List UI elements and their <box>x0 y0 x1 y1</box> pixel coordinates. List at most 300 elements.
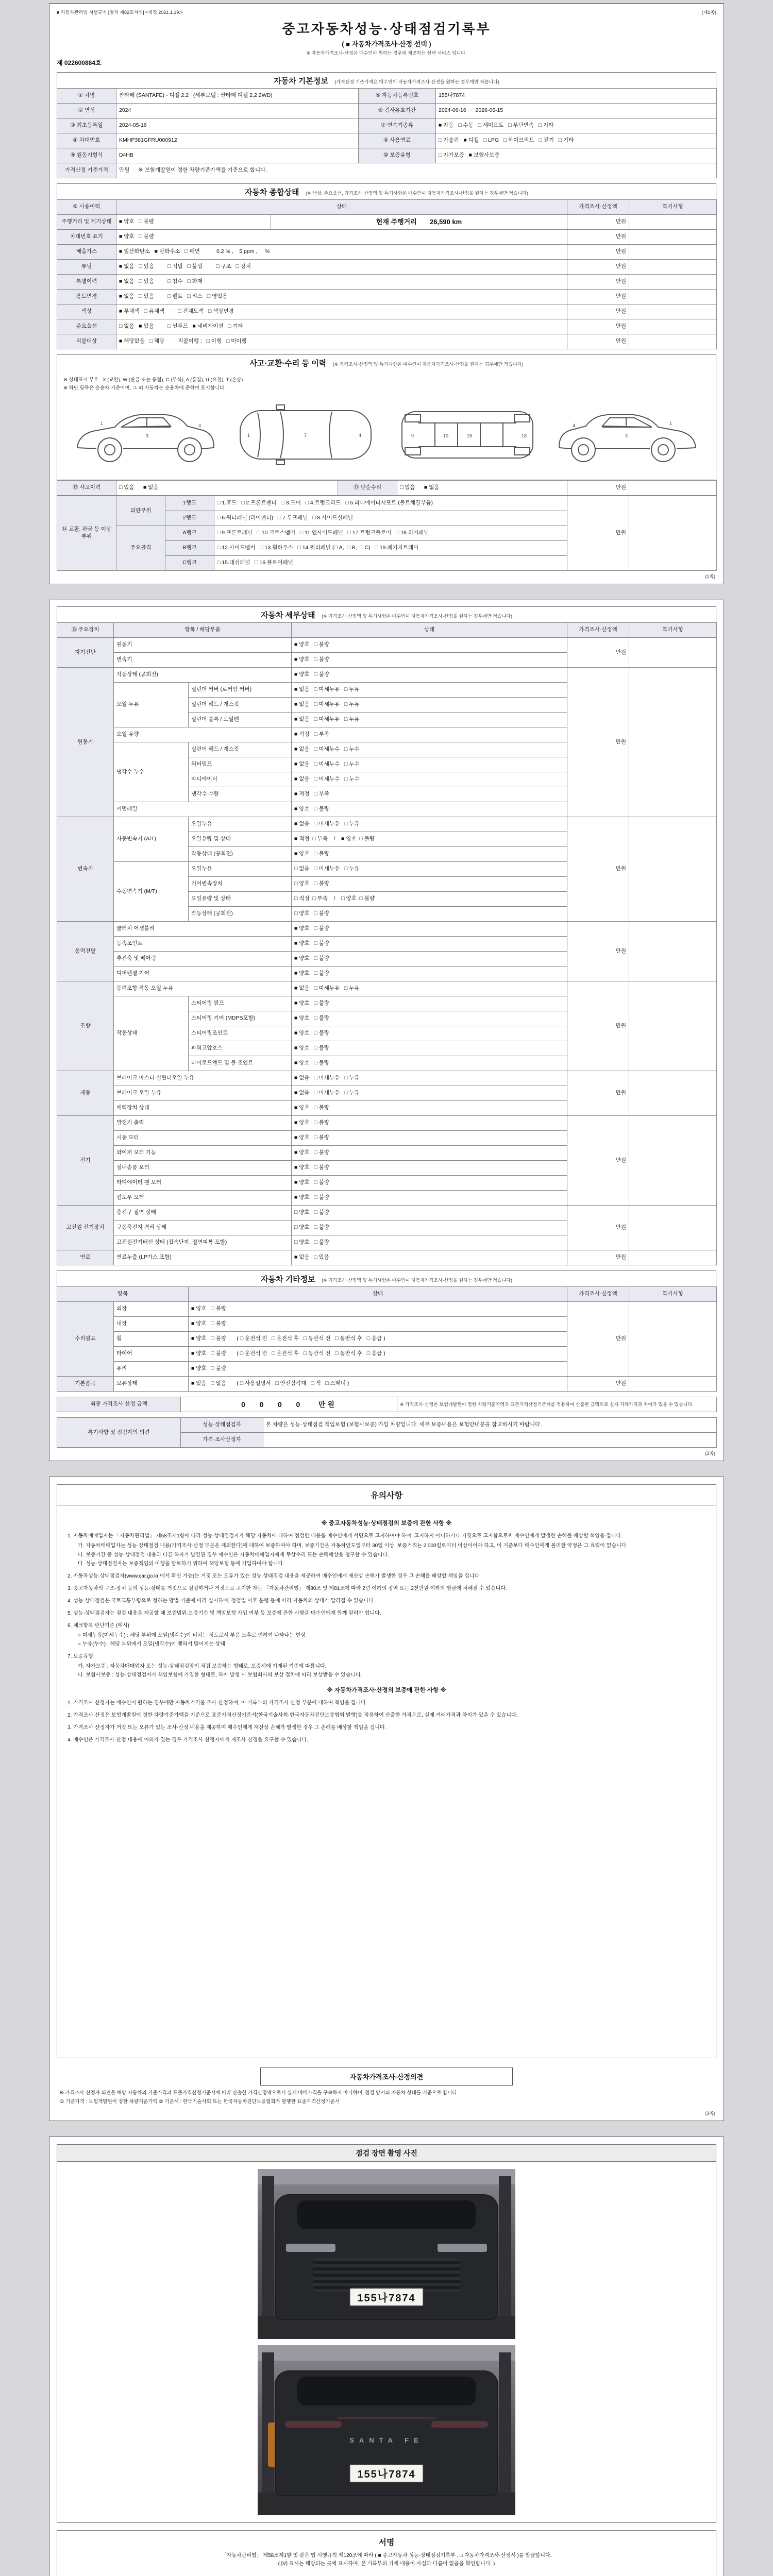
notice-line: 4. 성능·상태점검은 국토교통부령으로 정하는 방법·기준에 따라 실시하며, 점검일 이후 운행 등에 따라 자동차의 상태가 달라질 수 있습니다. <box>68 1598 375 1604</box>
label-cell: 외판부위 <box>116 496 165 526</box>
value-cell: ■ 양호 □ 불량 <box>292 1116 567 1131</box>
value-cell <box>629 260 717 275</box>
value-cell: ■ 양호 □ 불량 <box>292 1191 567 1206</box>
basic-info-note: (가격산정 기준가격은 매수인이 자동차가격조사·산정을 원하는 경우에만 적습니다) <box>334 79 499 84</box>
rear-light-bar <box>338 2417 435 2419</box>
value-cell: 만원 <box>567 817 629 922</box>
value-cell: ■ 양호 □ 불량 <box>292 922 567 937</box>
value-cell <box>629 230 717 245</box>
label-cell: ⑫ 사고이력 <box>57 481 116 496</box>
spacer <box>57 1412 716 1417</box>
value-cell: ■ 양호 □ 불량 <box>292 1161 567 1176</box>
label-cell: B랭크 <box>165 541 214 556</box>
value-cell: 오일 누유 <box>114 683 189 727</box>
value-cell: ■ 적정 □ 부족 <box>292 727 567 742</box>
value-cell: ■ 양호 □ 불량 <box>292 1146 567 1161</box>
label-cell: ⑨ 사용이력 <box>57 200 116 215</box>
value-cell: 라디에이터 팬 모터 <box>114 1176 292 1191</box>
license-plate-rear: 155나7874 <box>349 2464 424 2483</box>
svg-text:16: 16 <box>466 433 472 438</box>
value-cell: 내장 <box>114 1317 189 1332</box>
value-cell: 만원 <box>567 260 629 275</box>
label-cell: 연료 <box>57 1250 114 1265</box>
value-cell: 시동 모터 <box>114 1131 292 1146</box>
label-cell: 특기사항 <box>629 1287 717 1302</box>
value-cell: 만원 <box>567 290 629 304</box>
value-cell: 만원 <box>567 1377 629 1392</box>
value-cell: ■ 없음 □ 미세누유 □ 누유 <box>292 981 567 996</box>
label-cell: 가격조사·산정액 <box>567 200 629 215</box>
label-cell: ⑤ 자동차등록번호 <box>359 89 436 104</box>
svg-text:4: 4 <box>198 423 201 428</box>
label-cell: 성능·상태점검자 <box>181 1418 263 1433</box>
value-cell: □ 양호 □ 불량 <box>292 1206 567 1221</box>
value-cell: 외장 <box>114 1302 189 1317</box>
value-cell: 실린더 헤드 / 개스킷 <box>189 698 292 713</box>
value-cell <box>629 1206 717 1250</box>
document-number: 제 022600884호 <box>57 59 102 66</box>
value-cell: 브레이크 오일 누유 <box>114 1086 292 1101</box>
label-cell: 1랭크 <box>165 496 214 511</box>
document-title: 중고자동차성능·상태점검기록부 <box>282 21 491 37</box>
value-cell: 디퍼렌셜 기어 <box>114 967 292 981</box>
notice-line: 7. 보증유형 <box>68 1653 93 1659</box>
value-cell: ■ 양호 □ 불량 <box>292 937 567 952</box>
value-cell: 오일누유 <box>189 862 292 877</box>
value-cell: 고전원전기배선 상태 (접속단자, 절연피복 포함) <box>114 1235 292 1250</box>
car-diagram-top-icon <box>231 396 380 473</box>
label-cell: ② 연식 <box>57 104 116 118</box>
value-cell: ■ 양호 □ 불량 <box>189 1317 567 1332</box>
value-cell <box>629 638 717 668</box>
value-cell: 만원 <box>567 981 629 1071</box>
value-cell: 만원 ※ 보험개발원이 정한 차량기준가액을 기준으로 합니다. <box>116 163 717 178</box>
value-cell: □ 적정 □ 부족 / □ 양호 □ 불량 <box>292 892 567 907</box>
label-cell: ① 차명 <box>57 89 116 104</box>
value-cell: 실린더 커버 (로커암 커버) <box>189 683 292 698</box>
value-cell: 윈도우 모터 <box>114 1191 292 1206</box>
value-cell: 작동상태 (공회전) <box>189 847 292 862</box>
notice-body <box>57 1505 716 2058</box>
headlight-left <box>286 2244 335 2252</box>
label-cell: ⑮ 주요장치 <box>57 623 114 638</box>
value-cell: 라디에이터 <box>189 772 292 787</box>
sheet-3 <box>49 1477 724 2121</box>
inspection-photos-box <box>57 2144 716 2523</box>
label-cell: 가격조사·산정액 <box>567 623 629 638</box>
form-reference-row <box>57 9 716 15</box>
value-cell: 만원 <box>567 638 629 668</box>
value-cell: 만원 <box>567 1250 629 1265</box>
value-cell: □ 1.후드 □ 2.프론트펜더 □ 3.도어 □ 4.트렁크리드 □ 5.라디에이터서포트 (볼트체결부품) <box>214 496 567 511</box>
value-cell: ※ 가격조사·산정은 보험개발원이 정한 차량기준가액과 표준가격산정기준서를 적용하여 산출한 금액으로 실제 거래가격과 차이가 있을 수 있습니다. <box>397 1397 717 1412</box>
value-cell: ■ 양호 □ 불량 <box>292 653 567 668</box>
status-code-legend: ※ 상태표시 부호 : X (교환), W (판금 또는 용접), C (부식), A (흠집), U (요철), T (손상) <box>63 377 243 383</box>
value-cell: ■ 양호 □ 불량 <box>292 1056 567 1071</box>
overall-section-bar <box>57 183 716 199</box>
page-mark-1: (1쪽) <box>705 574 715 579</box>
inspection-photo-front <box>258 2169 515 2339</box>
value-cell: 만원 <box>567 922 629 981</box>
value-cell: 클러치 어셈블리 <box>114 922 292 937</box>
detail-note: (※ 가격조사·산정액 및 특기사항은 매수인이 자동차가격조사·산정을 원하는 경우에만 적습니다) <box>322 614 512 619</box>
label-cell: 특기사항 <box>629 623 717 638</box>
value-cell: 만원 <box>567 481 629 496</box>
value-cell: □ 양호 □ 불량 <box>292 1221 567 1235</box>
value-cell: 만원 <box>567 1116 629 1206</box>
notice-line: 2. 자동차성능·상태점검자(www.car.go.kr 에서 확인 가능)는 거짓 또는 오류가 있는 성능·상태점검 내용을 제공하여 매수인에게 재산상 손해가 발생한 경우 그 손해를 배상할 책임을 집니다. <box>68 1573 481 1579</box>
value-cell: ■ 양호 □ 불량 <box>189 1302 567 1317</box>
value-cell: 충전구 절연 상태 <box>114 1206 292 1221</box>
label-cell: ⑩ 보증유형 <box>359 148 436 163</box>
value-cell: ■ 없음 □ 미세누유 □ 누유 <box>292 817 567 832</box>
value-cell: 수동변속기 (M/T) <box>114 862 189 922</box>
spacer <box>57 1392 716 1397</box>
value-cell: 연료누출 (LP가스 포함) <box>114 1250 292 1265</box>
svg-text:4: 4 <box>573 423 576 428</box>
signature-line-2: ( [V] 표시는 해당되는 곳에 표시하며, 본 기록부의 기재 내용이 사실과 다름이 없음을 확인합니다. ) <box>278 2561 495 2567</box>
value-cell: 자동변속기 (A/T) <box>114 817 189 862</box>
label-cell: 최종 가격조사·산정 금액 <box>57 1397 181 1412</box>
value-cell: ■ 양호 □ 불량 <box>292 1041 567 1056</box>
notice-line: 다. 성능·상태점검자는 보증책임의 이행을 담보하기 위하여 책임보험 등에 가입하여야 합니다. <box>78 1561 284 1567</box>
value-cell: D4HB <box>116 148 359 163</box>
value-cell: 오일유량 및 상태 <box>189 832 292 847</box>
value-cell: 커먼레일 <box>114 802 292 817</box>
accident-history-table <box>57 480 717 496</box>
label-cell: 원동기 <box>57 668 114 817</box>
value-cell: 만원 <box>567 230 629 245</box>
value-cell: 만원 <box>567 304 629 319</box>
value-cell: ■ 없음 □ 미세누수 □ 누수 <box>292 742 567 757</box>
notice-line: 가. 자가보증 : 자동차매매업자 또는 성능·상태점검장이 직접 보증하는 형태로, 보증서에 기재된 기준에 따릅니다. <box>78 1663 327 1669</box>
value-cell: ■ 없음 □ 있음 □ 적법 □ 불법 □ 구조 □ 장치 <box>116 260 567 275</box>
label-cell: 제동 <box>57 1071 114 1116</box>
label-cell: ⑧ 사용연료 <box>359 133 436 148</box>
value-cell: 구동축전지 격리 상태 <box>114 1221 292 1235</box>
value-cell: ■ 없음 □ 있음 □ 침수 □ 화재 <box>116 275 567 290</box>
value-cell: 현재 주행거리 26,590 km <box>271 215 567 230</box>
value-cell: 스티어링 기어 (MDPS포함) <box>189 1011 292 1026</box>
label-cell: ⑬ 단순수리 <box>338 481 397 496</box>
value-cell: ■ 양호 □ 불량 <box>292 668 567 683</box>
value-cell: 싼타페 (SANTAFE) - 디젤 2.2 (세부모델 : 싼타페 디젤 2.2 2WD) <box>116 89 359 104</box>
taillight-right <box>431 2421 488 2428</box>
value-cell: 만원 <box>567 1206 629 1250</box>
page-mark-top: (제1쪽) <box>701 10 716 15</box>
notice-line: 1. 자동차매매업자는 「자동차관리법」 제58조제1항에 따라 성능·상태점검자가 해당 자동차에 대하여 점검한 내용을 매수인에게 서면으로 고지하여야 하며, 고지하지 아니하거나 거짓으로 고지함으로써 매수인에게 발생한 손해를 배상할 책임을 집니다. <box>68 1533 623 1539</box>
car-diagram-box <box>57 370 716 480</box>
value-cell: □ 9.프론트패널 □ 10.크로스멤버 □ 11.인사이드패널 □ 17.트렁크플로어 □ 18.리어패널 <box>214 526 567 541</box>
value-cell <box>629 245 717 260</box>
svg-text:10: 10 <box>443 433 448 438</box>
label-cell: 기본품목 <box>57 1377 114 1392</box>
taillight-left <box>285 2421 342 2428</box>
page-separator <box>0 2121 773 2137</box>
value-cell <box>629 290 717 304</box>
svg-text:7: 7 <box>304 433 307 438</box>
value-cell: 발전기 출력 <box>114 1116 292 1131</box>
value-cell: ■ 있음 □ 없음 ( □ 사용설명서 □ 안전삼각대 □ 잭 □ 스패너 ) <box>189 1377 567 1392</box>
detail-condition-table <box>57 622 717 1265</box>
value-cell: ■ 양호 □ 불량 <box>292 1131 567 1146</box>
value-cell: 작동상태 (공회전) <box>189 907 292 922</box>
etc-note: (※ 가격조사·산정액 및 특기사항은 매수인이 자동차가격조사·산정을 원하는 경우에만 적습니다) <box>322 1278 512 1283</box>
label-cell: 상태 <box>189 1287 567 1302</box>
select-service-note: ※ 자동차가격조사·산정은 매수인이 원하는 경우에 제공하는 선택 서비스 입니다. <box>306 50 467 56</box>
value-cell: 0 0 0 0 만원 <box>181 1397 397 1412</box>
rear-window <box>297 2377 476 2405</box>
signature-line-1: 「자동차관리법」 제58조제1항 및 같은 법 시행규칙 제120조에 따라 ( ■ 중고자동차 성능·상태점검기록부 , □ 자동차가격조사·산정서 )를 발급합니다. <box>221 2552 552 2558</box>
model-badge: SANTA FE <box>349 2436 424 2445</box>
label-cell: 주요골격 <box>116 526 165 571</box>
accident-title: 사고·교환·수리 등 이력 <box>249 359 327 368</box>
document-subtitle: ( ■ 자동차가격조사·산정 선택 ) <box>342 40 431 48</box>
photos-title: 점검 장면 촬영 사진 <box>57 2145 716 2162</box>
label-cell: ⑨ 원동기형식 <box>57 148 116 163</box>
sheet-1 <box>49 3 724 584</box>
value-cell: ■ 양호 □ 불량 <box>292 1176 567 1191</box>
label-cell: 가격·조사산정자 <box>181 1433 263 1448</box>
value-cell: ■ 양호 □ 불량 <box>292 952 567 967</box>
value-cell: ■ 해당없음 □ 해당 리콜이행 : □ 이행 □ 미이행 <box>116 334 567 349</box>
label-cell: ⑦ 변속기종류 <box>359 118 436 133</box>
garage-ceiling <box>258 2345 515 2361</box>
notice-line: 5. 성능·상태점검자는 점검 내용을 제공할 때 보증범위·보증기간 및 책임보험 가입 여부 등 보증에 관한 사항을 매수인에게 함께 알려야 합니다. <box>68 1610 381 1616</box>
inspection-photo-rear <box>258 2345 515 2515</box>
value-cell: 파워고압호스 <box>189 1041 292 1056</box>
sheet-2 <box>49 600 724 1461</box>
price-opinion-line-1: ※ 가격조사·산정자 의견은 해당 자동차의 기준가격과 표준가격산정기준서에 따라 산출한 가격산정액으로서 실제 매매가격을 구속하지 아니하며, 점검 당시의 자동차 상태를 기준으로 합니다. <box>60 2090 459 2096</box>
value-cell: ■ 양호 □ 불량 <box>116 215 271 230</box>
label-cell: 주요옵션 <box>57 319 116 334</box>
value-cell: ■ 양호 □ 불량 <box>292 638 567 653</box>
value-cell: 오일유량 및 상태 <box>189 892 292 907</box>
value-cell: □ 없음 ■ 있음 □ 썬루프 ■ 네비게이션 □ 기타 <box>116 319 567 334</box>
value-cell: 만원 <box>567 245 629 260</box>
value-cell: 만원 <box>567 215 629 230</box>
value-cell <box>629 668 717 817</box>
label-cell: 배출가스 <box>57 245 116 260</box>
vehicle-rear-view <box>276 2371 497 2495</box>
value-cell <box>629 1250 717 1265</box>
value-cell: 브레이크 마스터 실린더오일 누유 <box>114 1071 292 1086</box>
value-cell: 실린더 블록 / 오일팬 <box>189 713 292 727</box>
label-cell: 자기진단 <box>57 638 114 668</box>
label-cell: 가격조사·산정액 <box>567 1287 629 1302</box>
value-cell: ■ 일산화탄소 ■ 탄화수소 □ 매연 0.2 % , 5 ppm , % <box>116 245 567 260</box>
inspector-opinion-table <box>57 1417 717 1448</box>
value-cell: 등속조인트 <box>114 937 292 952</box>
value-cell: 만원 <box>567 668 629 817</box>
value-cell: 와이퍼 모터 기능 <box>114 1146 292 1161</box>
svg-text:4: 4 <box>359 433 362 438</box>
value-cell: ■ 양호 □ 불량 <box>292 1101 567 1116</box>
value-cell <box>629 215 717 230</box>
value-cell: 워터펌프 <box>189 757 292 772</box>
notice-line: ※ 중고자동차성능·상태점검의 보증에 관한 사항 ※ <box>321 1520 452 1527</box>
label-cell: C랭크 <box>165 556 214 571</box>
value-cell: 만원 <box>567 319 629 334</box>
label-cell: 전기 <box>57 1116 114 1206</box>
svg-text:3: 3 <box>145 433 148 438</box>
value-cell: □ 양호 □ 불량 <box>292 1235 567 1250</box>
label-cell: 튜닝 <box>57 260 116 275</box>
garage-floor <box>258 2493 515 2515</box>
label-cell: 수리필요 <box>57 1302 114 1377</box>
label-cell: 조향 <box>57 981 114 1071</box>
overall-condition-table <box>57 199 717 349</box>
value-cell: ■ 없음 □ 미세누유 □ 누유 <box>292 698 567 713</box>
label-cell: 차대번호 표기 <box>57 230 116 245</box>
value-cell: 2024 <box>116 104 359 118</box>
windshield <box>297 2200 476 2229</box>
value-cell <box>629 981 717 1071</box>
value-cell <box>629 275 717 290</box>
value-cell: ■ 없음 □ 미세누수 □ 누수 <box>292 772 567 787</box>
notice-line: 1. 가격조사·산정자는 매수인이 원하는 경우에만 자동차가격을 조사·산정하며, 이 기록부의 가격조사·산정 부분에 대하여 책임을 집니다. <box>68 1700 367 1706</box>
photos-area <box>57 2162 716 2522</box>
label-cell: ⑥ 검사유효기간 <box>359 104 436 118</box>
value-cell: 만원 <box>567 1302 629 1377</box>
panel-exchange-table <box>57 496 717 571</box>
value-cell: □ 12.사이드멤버 □ 13.휠하우스 □ 14.필러패널 (□ A, □ B, □ C) □ 19.패키지트레이 <box>214 541 567 556</box>
value-cell: ■ 없음 □ 있음 □ 렌트 □ 리스 □ 영업용 <box>116 290 567 304</box>
label-cell: ④ 차대번호 <box>57 133 116 148</box>
value-cell <box>629 319 717 334</box>
accident-note: (※ 가격조사·산정액 및 특기사항은 매수인이 자동차가격조사·산정을 원하는 경우에만 적습니다) <box>332 362 524 367</box>
svg-text:1: 1 <box>100 421 103 426</box>
svg-text:9: 9 <box>411 433 414 438</box>
value-cell: 만원 <box>567 1071 629 1116</box>
value-cell: 작동상태 <box>114 996 189 1071</box>
lift-post-left <box>262 2176 274 2339</box>
value-cell: 만원 <box>567 496 629 571</box>
notice-line: 6. 체크항목 판단기준 (예시) <box>68 1622 129 1629</box>
value-cell: 실린더 헤드 / 개스킷 <box>189 742 292 757</box>
value-cell: 배력장치 상태 <box>114 1101 292 1116</box>
label-cell: 용도변경 <box>57 290 116 304</box>
basic-info-table <box>57 88 717 178</box>
law-reference: ■ 자동차관리법 시행규칙 [별지 제82호서식] <개정 2021.1.19.> <box>57 10 183 15</box>
value-cell: ■ 양호 □ 불량 <box>292 1026 567 1041</box>
value-cell <box>629 1377 717 1392</box>
value-cell: 보유상태 <box>114 1377 189 1392</box>
overall-note: (※ 색상, 주요옵션, 가격조사·산정액 및 특기사항은 매수인이 자동차가격조사·산정을 원하는 경우에만 적습니다) <box>305 191 529 196</box>
value-cell <box>629 817 717 922</box>
value-cell: 155나7874 <box>436 89 717 104</box>
car-diagram-side-right-icon <box>554 396 703 473</box>
value-cell <box>629 1302 717 1377</box>
value-cell: ■ 양호 □ 불량 <box>292 1011 567 1026</box>
label-cell: 항목 / 해당부품 <box>114 623 292 638</box>
detail-section-bar <box>57 606 716 622</box>
value-cell: 만원 <box>567 334 629 349</box>
value-cell: ■ 양호 □ 불량 <box>292 967 567 981</box>
label-cell: 상태 <box>292 623 567 638</box>
basic-info-section-bar <box>57 72 716 88</box>
basic-info-title: 자동차 기본정보 <box>274 77 328 86</box>
detail-title: 자동차 세부상태 <box>261 611 315 620</box>
value-cell: 2024-06-16 ~ 2026-06-15 <box>436 104 717 118</box>
label-cell: 가격산정 기준가격 <box>57 163 116 178</box>
value-cell: ■ 없음 □ 있음 <box>292 1250 567 1265</box>
value-cell: ■ 없음 □ 미세누유 □ 누유 <box>292 683 567 698</box>
final-price-table <box>57 1397 717 1412</box>
garage-floor <box>258 2316 515 2339</box>
value-cell: 본 차량은 성능·상태점검 책임보험 (보험사보증) 가입 차량입니다. 세부 보증내용은 보험안내문을 참고하시기 바랍니다. <box>263 1418 717 1433</box>
value-cell: ■ 양호 □ 불량 <box>292 802 567 817</box>
value-cell: 타이로드엔드 및 볼 조인트 <box>189 1056 292 1071</box>
value-cell: 유리 <box>114 1362 189 1377</box>
svg-text:1: 1 <box>247 433 250 438</box>
svg-text:1: 1 <box>669 421 673 426</box>
label-cell: 특별이력 <box>57 275 116 290</box>
value-cell: ■ 양호 □ 불량 <box>292 996 567 1011</box>
diagram-basis-legend: ※ 하단 항목은 승용차 기준이며, 그 외 자동차는 승용차에 준하여 표시합니다. <box>63 385 226 391</box>
etc-info-table <box>57 1286 717 1392</box>
value-cell <box>263 1433 717 1448</box>
lift-post-right <box>499 2176 511 2339</box>
value-cell: ■ 양호 □ 불량 <box>292 847 567 862</box>
value-cell: 실내송풍 모터 <box>114 1161 292 1176</box>
label-cell: ③ 최초등록일 <box>57 118 116 133</box>
label-cell: 특기사항 및 점검자의 의견 <box>57 1418 181 1448</box>
page-separator <box>0 1461 773 1477</box>
value-cell: 기어변속장치 <box>189 877 292 892</box>
label-cell: 항목 <box>57 1287 189 1302</box>
value-cell: □ 6.쿼터패널 (리어펜더) □ 7.루프패널 □ 8.사이드실패널 <box>214 511 567 526</box>
value-cell <box>629 496 717 571</box>
signature-box <box>57 2530 716 2576</box>
value-cell: □ 자가보증 ■ 보험사보증 <box>436 148 717 163</box>
notice-line: ○ 미세누유(미세누수) : 해당 부위에 오일(냉각수)이 비치는 정도로서 부품 노후로 인하여 나타나는 현상 <box>78 1632 306 1638</box>
value-cell: ■ 없음 □ 미세누유 □ 누유 <box>292 713 567 727</box>
accident-section-bar <box>57 354 716 370</box>
page-separator <box>0 584 773 600</box>
value-cell: 만원 <box>567 275 629 290</box>
value-cell: 2024-05-16 <box>116 118 359 133</box>
value-cell: □ 양호 □ 불량 <box>292 907 567 922</box>
notice-line: 2. 가격조사·산정은 보험개발원이 정한 차량기준가액을 기준으로 표준가격산정기준서(한국기술사회·한국자동차진단보증협회 발행)를 적용하여 산출한 가격으로, 실제 거래가격과 차이가 있을 수 있습니다. <box>68 1712 518 1718</box>
notice-line: 4. 매수인은 가격조사·산정 내용에 이의가 있는 경우 가격조사·산정자에게 재조사·산정을 요구할 수 있습니다. <box>68 1737 309 1743</box>
value-cell: 오일누유 <box>189 817 292 832</box>
value-cell: ■ 적정 □ 부족 <box>292 787 567 802</box>
value-cell: 오일 유량 <box>114 727 292 742</box>
label-cell: 고전원 전기장치 <box>57 1206 114 1250</box>
value-cell: 변속기 <box>114 653 292 668</box>
headlight-right <box>438 2244 487 2252</box>
notice-line: 가. 자동차매매업자는 성능·상태점검 내용(가격조사·산정 부분은 제외한다)에 대하여 보증하여야 하며, 보증기간은 자동차인도일부터 30일 이상, 보증거리는 2,000킬로미터 이상이어야 하고, 이 기준보다 매수인에게 불리한 약정은 그 효력이 없습니다. <box>78 1543 628 1549</box>
label-cell: ⑭ 교환, 판금 등 이상 부위 <box>57 496 116 571</box>
value-cell: ■ 적정 □ 부족 / ■ 양호 □ 불량 <box>292 832 567 847</box>
label-cell: A랭크 <box>165 526 214 541</box>
value-cell <box>629 1071 717 1116</box>
value-cell: ■ 양호 □ 불량 ( □ 운전석 전 □ 운전석 후 □ 동반석 전 □ 동반석 후 □ 응급 ) <box>189 1332 567 1347</box>
page-mark-3: (3쪽) <box>705 2110 715 2116</box>
value-cell: 동력조향 작동 오일 누유 <box>114 981 292 996</box>
etc-section-bar <box>57 1270 716 1286</box>
car-diagram-side-left-icon <box>70 396 219 473</box>
page-mark-2: (2쪽) <box>705 1451 715 1456</box>
value-cell: ■ 양호 □ 불량 ( □ 운전석 전 □ 운전석 후 □ 동반석 전 □ 동반석 후 □ 응급 ) <box>189 1347 567 1362</box>
etc-title: 자동차 기타정보 <box>261 1275 315 1284</box>
lift-post-right <box>499 2352 511 2515</box>
car-diagram-underbody-icon <box>393 396 542 473</box>
notice-line: 3. 중고자동차의 구조·장치 등의 성능·상태를 거짓으로 점검하거나 거짓으로 고지한 자는 「자동차관리법」 제80조 및 제81조에 따라 2년 이하의 징역 또는 2천만원 이하의 벌금에 처해질 수 있습니다. <box>68 1585 507 1591</box>
price-opinion-box: 자동차가격조사·산정의견 <box>260 2067 513 2086</box>
value-cell: □ 15.대쉬패널 □ 16.플로어패널 <box>214 556 567 571</box>
